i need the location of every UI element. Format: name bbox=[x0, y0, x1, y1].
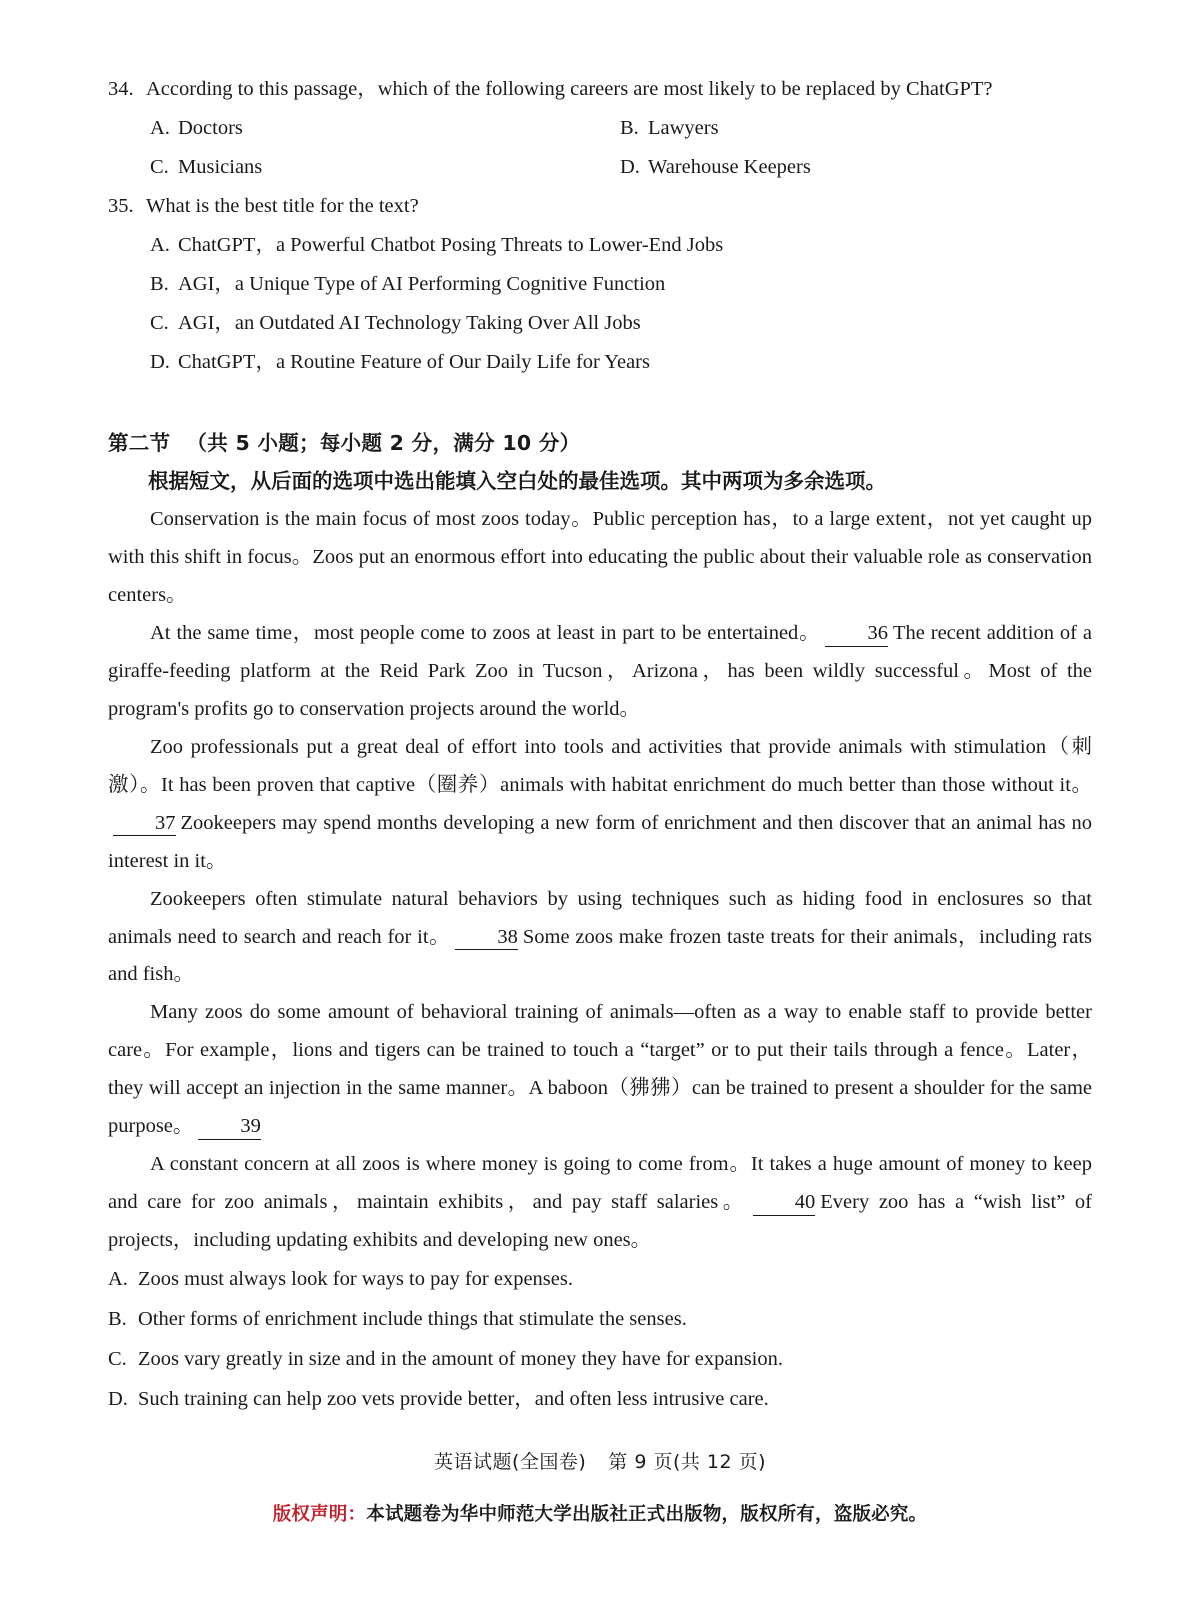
spacer bbox=[108, 382, 1092, 424]
question-number: 35. bbox=[108, 194, 134, 217]
exam-name: 英语试题(全国卷) bbox=[433, 1451, 587, 1473]
copyright-notice bbox=[0, 1500, 1200, 1526]
question-stem: According to this passage，which of the following careers are most likely to be replaced by ChatGPT? bbox=[146, 78, 993, 100]
option-d[interactable] bbox=[620, 148, 811, 187]
option-b-text: AGI，a Unique Type of AI Performing Cognitive Function bbox=[178, 272, 666, 295]
option-a-text: ChatGPT，a Powerful Chatbot Posing Threats to Lower-End Jobs bbox=[178, 233, 724, 256]
choice-b-text: Other forms of enrichment include things that stimulate the senses. bbox=[138, 1307, 687, 1330]
option-c-label: C. bbox=[150, 155, 169, 178]
option-a[interactable] bbox=[150, 109, 620, 148]
option-a-text: Doctors bbox=[178, 116, 243, 139]
paragraph-text: Zoo professionals put a great deal of effort into tools and activities that provide animals with stimulation（刺激）。It has been proven that captive（圈养）animals with habitat enrichment do much better than those without it。 bbox=[108, 735, 1092, 796]
blank-37[interactable]: 37 bbox=[113, 811, 176, 837]
question-35-option-a[interactable] bbox=[108, 226, 1092, 265]
blank-40[interactable]: 40 bbox=[753, 1190, 816, 1216]
question-34-options-row-2 bbox=[108, 148, 1092, 187]
paragraph-text: The recent addition of a giraffe-feeding platform at the Reid Park Zoo in Tucson，Arizona，has been wildly successful。Most of the program's profits go to conservation projects around the world。 bbox=[108, 622, 1092, 720]
paragraph-text: A constant concern at all zoos is where money is going to come from。It takes a huge amount of money to keep and care for zoo animals，maintain exhibits，and pay staff salaries。 bbox=[108, 1153, 1092, 1213]
option-b-text: Lawyers bbox=[648, 116, 719, 139]
question-35-option-c[interactable] bbox=[108, 304, 1092, 343]
option-d-text: Warehouse Keepers bbox=[648, 155, 811, 178]
option-d-label: D. bbox=[620, 155, 640, 178]
choice-option-d[interactable] bbox=[108, 1380, 1092, 1420]
choice-a-text: Zoos must always look for ways to pay for expenses. bbox=[138, 1267, 573, 1290]
option-a-label: A. bbox=[150, 116, 170, 139]
option-c[interactable] bbox=[150, 148, 620, 187]
paragraph-text: Every zoo has a “wish list” of projects，including updating exhibits and developing new ones。 bbox=[108, 1190, 1092, 1251]
section-title: 第二节 bbox=[108, 430, 171, 455]
page-number: 第 9 页(共 12 页) bbox=[608, 1451, 767, 1473]
option-c-text: AGI，an Outdated AI Technology Taking Over All Jobs bbox=[178, 311, 641, 334]
page-footer bbox=[0, 1447, 1200, 1526]
option-c-label: C. bbox=[150, 311, 169, 334]
option-b[interactable] bbox=[620, 109, 719, 148]
question-35 bbox=[108, 187, 1092, 226]
passage-paragraph-5 bbox=[108, 994, 1092, 1146]
blank-39[interactable]: 39 bbox=[198, 1114, 261, 1140]
passage-paragraph-4 bbox=[108, 881, 1092, 995]
choice-a-label: A. bbox=[108, 1267, 128, 1290]
passage-paragraph-2 bbox=[108, 615, 1092, 729]
question-35-option-d[interactable] bbox=[108, 343, 1092, 382]
copyright-text: 本试题卷为华中师范大学出版社正式出版物，版权所有，盗版必究。 bbox=[366, 1504, 928, 1525]
option-b-label: B. bbox=[150, 272, 169, 295]
choice-d-text: Such training can help zoo vets provide better，and often less intrusive care. bbox=[138, 1387, 769, 1410]
choice-d-label: D. bbox=[108, 1387, 128, 1410]
section-instruction: 根据短文，从后面的选项中选出能填入空白处的最佳选项。其中两项为多余选项。 bbox=[148, 469, 886, 494]
paragraph-text: Zookeepers may spend months developing a new form of enrichment and then discover that an animal has no interest in it。 bbox=[108, 811, 1092, 872]
choice-c-text: Zoos vary greatly in size and in the amount of money they have for expansion. bbox=[138, 1347, 783, 1370]
section-meta: （共 5 小题；每小题 2 分，满分 10 分） bbox=[186, 430, 581, 455]
paragraph-text: Many zoos do some amount of behavioral training of animals—often as a way to enable staff to provide better care。For example，lions and tigers can be trained to touch a “target” or to put their tails through a fence。Later，they will accept an injection in the same manner。A baboon（狒狒）can be trained to present a shoulder for the same purpose。 bbox=[108, 1001, 1092, 1138]
option-d-text: ChatGPT，a Routine Feature of Our Daily Life for Years bbox=[178, 350, 650, 373]
question-35-option-b[interactable] bbox=[108, 265, 1092, 304]
question-stem: What is the best title for the text? bbox=[146, 194, 419, 217]
section-heading bbox=[108, 424, 1092, 463]
option-c-text: Musicians bbox=[178, 155, 263, 178]
paragraph-text: Some zoos make frozen taste treats for their animals，including rats and fish。 bbox=[108, 925, 1092, 986]
paragraph-text: Zookeepers often stimulate natural behaviors by using techniques such as hiding food in enclosures so that animals need to search and reach for it。 bbox=[108, 887, 1092, 948]
choice-c-label: C. bbox=[108, 1347, 127, 1370]
passage-paragraph-1: Conservation is the main focus of most zoos today。Public perception has，to a large extent，not yet caught up with this shift in focus。Zoos put an enormous effort into educating the public about their valuable role as conservation centers。 bbox=[108, 508, 1092, 607]
choice-option-c[interactable] bbox=[108, 1340, 1092, 1380]
option-a-label: A. bbox=[150, 233, 170, 256]
choice-b-label: B. bbox=[108, 1307, 127, 1330]
passage-paragraph-6 bbox=[108, 1146, 1092, 1260]
footer-exam-line bbox=[0, 1447, 1200, 1474]
question-number: 34. bbox=[108, 78, 134, 100]
question-34 bbox=[108, 70, 1092, 109]
blank-36[interactable]: 36 bbox=[825, 621, 888, 647]
question-34-options-row-1 bbox=[108, 109, 1092, 148]
option-b-label: B. bbox=[620, 116, 639, 139]
option-d-label: D. bbox=[150, 350, 170, 373]
blank-38[interactable]: 38 bbox=[455, 925, 518, 951]
choice-option-a[interactable] bbox=[108, 1260, 1092, 1300]
copyright-label: 版权声明： bbox=[272, 1504, 367, 1525]
paragraph-text: At the same time，most people come to zoos at least in part to be entertained。 bbox=[150, 622, 821, 645]
passage-paragraph-3 bbox=[108, 729, 1092, 881]
choice-option-b[interactable] bbox=[108, 1300, 1092, 1340]
